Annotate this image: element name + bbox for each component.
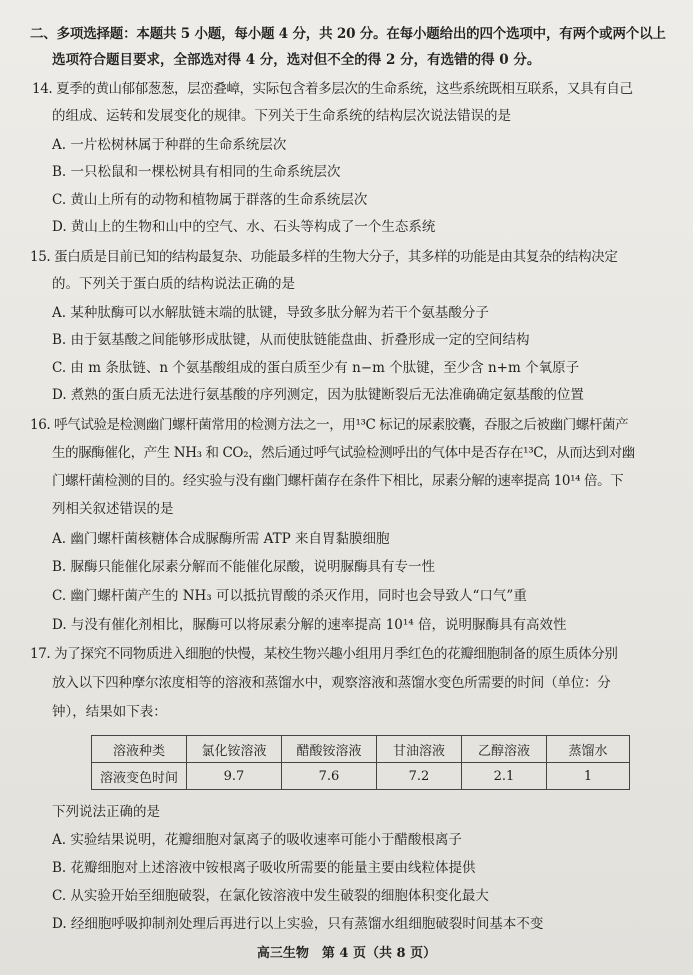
table-header-cell: 氯化铵溶液: [187, 736, 282, 763]
table-header-row: [92, 736, 630, 763]
q15-option-c: C. 由 m 条肽链、n 个氨基酸组成的蛋白质至少有 n−m 个肽键，至少含 n+m 个氧原子: [52, 360, 580, 376]
q14-stem-line2: 的组成、运转和发展变化的规律。下列关于生命系统的结构层次说法错误的是: [52, 108, 511, 124]
q17-stem-line3: 钟），结果如下表：: [52, 704, 167, 720]
q17-prompt: 下列说法正确的是: [52, 804, 160, 820]
q17-stem-line2: 放入以下四种摩尔浓度相等的溶液和蒸馏水中，观察溶液和蒸馏水变色所需要的时间（单位：分: [52, 675, 611, 691]
q16-option-d: D. 与没有催化剂相比，脲酶可以将尿素分解的速率提高 10¹⁴ 倍，说明脲酶具有高效性: [52, 617, 567, 633]
table-cell: 溶液变色时间: [92, 763, 187, 790]
q14-stem-line1: 14. 夏季的黄山郁郁葱葱，层峦叠嶂，实际包含着多层次的生命系统，这些系统既相互联系，又具有自己: [32, 81, 633, 97]
table-cell: 1: [547, 763, 630, 790]
q17-option-c: C. 从实验开始至细胞破裂，在氯化铵溶液中发生破裂的细胞体积变化最大: [52, 888, 489, 904]
q17-stem-line1: 17. 为了探究不同物质进入细胞的快慢，某校生物兴趣小组用月季红色的花瓣细胞制备的原生质体分别: [30, 646, 618, 662]
table-header-cell: 醋酸铵溶液: [282, 736, 377, 763]
q14-option-b: B. 一只松鼠和一棵松树具有相同的生命系统层次: [52, 164, 341, 180]
q16-option-b: B. 脲酶只能催化尿素分解而不能催化尿酸，说明脲酶具有专一性: [52, 559, 436, 575]
q16-option-a: A. 幽门螺杆菌核糖体合成脲酶所需 ATP 来自胃黏膜细胞: [52, 531, 390, 547]
q15-option-b: B. 由于氨基酸之间能够形成肽键，从而使肽链能盘曲、折叠形成一定的空间结构: [52, 332, 530, 348]
q15-option-d: D. 煮熟的蛋白质无法进行氨基酸的序列测定，因为肽键断裂后无法准确确定氨基酸的位置: [52, 387, 584, 403]
q14-option-d: D. 黄山上的生物和山中的空气、水、石头等构成了一个生态系统: [52, 219, 436, 235]
q16-option-c: C. 幽门螺杆菌产生的 NH₃ 可以抵抗胃酸的杀灭作用，同时也会导致人“口气”重: [52, 588, 527, 604]
q16-stem-line1: 16. 呼气试验是检测幽门螺杆菌常用的检测方法之一，用¹³C 标记的尿素胶囊，吞服之后被幽门螺杆菌产: [30, 417, 629, 433]
table-header-cell: 乙醇溶液: [462, 736, 547, 763]
q16-stem-line3: 门螺杆菌检测的目的。经实验与没有幽门螺杆菌存在条件下相比，尿素分解的速率提高 10¹⁴ 倍。下: [52, 473, 624, 489]
q17-option-b: B. 花瓣细胞对上述溶液中铵根离子吸收所需要的能量主要由线粒体提供: [52, 860, 476, 876]
section-heading-line2: 选项符合题目要求，全部选对得 4 分，选对但不全的得 2 分，有选错的得 0 分。: [52, 52, 541, 68]
q14-option-c: C. 黄山上所有的动物和植物属于群落的生命系统层次: [52, 192, 368, 208]
q15-option-a: A. 某种肽酶可以水解肽链末端的肽键，导致多肽分解为若干个氨基酸分子: [52, 305, 489, 321]
table-cell: 9.7: [187, 763, 282, 790]
q16-stem-line2: 生的脲酶催化，产生 NH₃ 和 CO₂，然后通过呼气试验检测呼出的气体中是否存在¹³C，从而达到对幽: [52, 445, 635, 461]
q16-stem-line4: 列相关叙述错误的是: [52, 501, 174, 517]
table-header-cell: 甘油溶液: [377, 736, 462, 763]
table-cell: 2.1: [462, 763, 547, 790]
table-header-cell: 蒸馏水: [547, 736, 630, 763]
table-cell: 7.2: [377, 763, 462, 790]
page-footer: 高三生物 第 4 页（共 8 页）: [256, 946, 437, 961]
section-heading-line1: 二、多项选择题：本题共 5 小题，每小题 4 分，共 20 分。在每小题给出的四个选项中，有两个或两个以上: [30, 26, 666, 42]
q15-stem-line2: 的。下列关于蛋白质的结构说法正确的是: [52, 276, 295, 292]
table-header-cell: 溶液种类: [92, 736, 187, 763]
q15-stem-line1: 15. 蛋白质是目前已知的结构最复杂、功能最多样的生物大分子，其多样的功能是由其复杂的结构决定: [30, 249, 618, 265]
table-row: [92, 763, 630, 790]
q14-option-a: A. 一片松树林属于种群的生命系统层次: [52, 137, 287, 153]
q17-option-d: D. 经细胞呼吸抑制剂处理后再进行以上实验，只有蒸馏水组细胞破裂时间基本不变: [52, 916, 544, 932]
q17-option-a: A. 实验结果说明，花瓣细胞对氯离子的吸收速率可能小于醋酸根离子: [52, 832, 462, 848]
result-table: [91, 735, 630, 790]
table-cell: 7.6: [282, 763, 377, 790]
